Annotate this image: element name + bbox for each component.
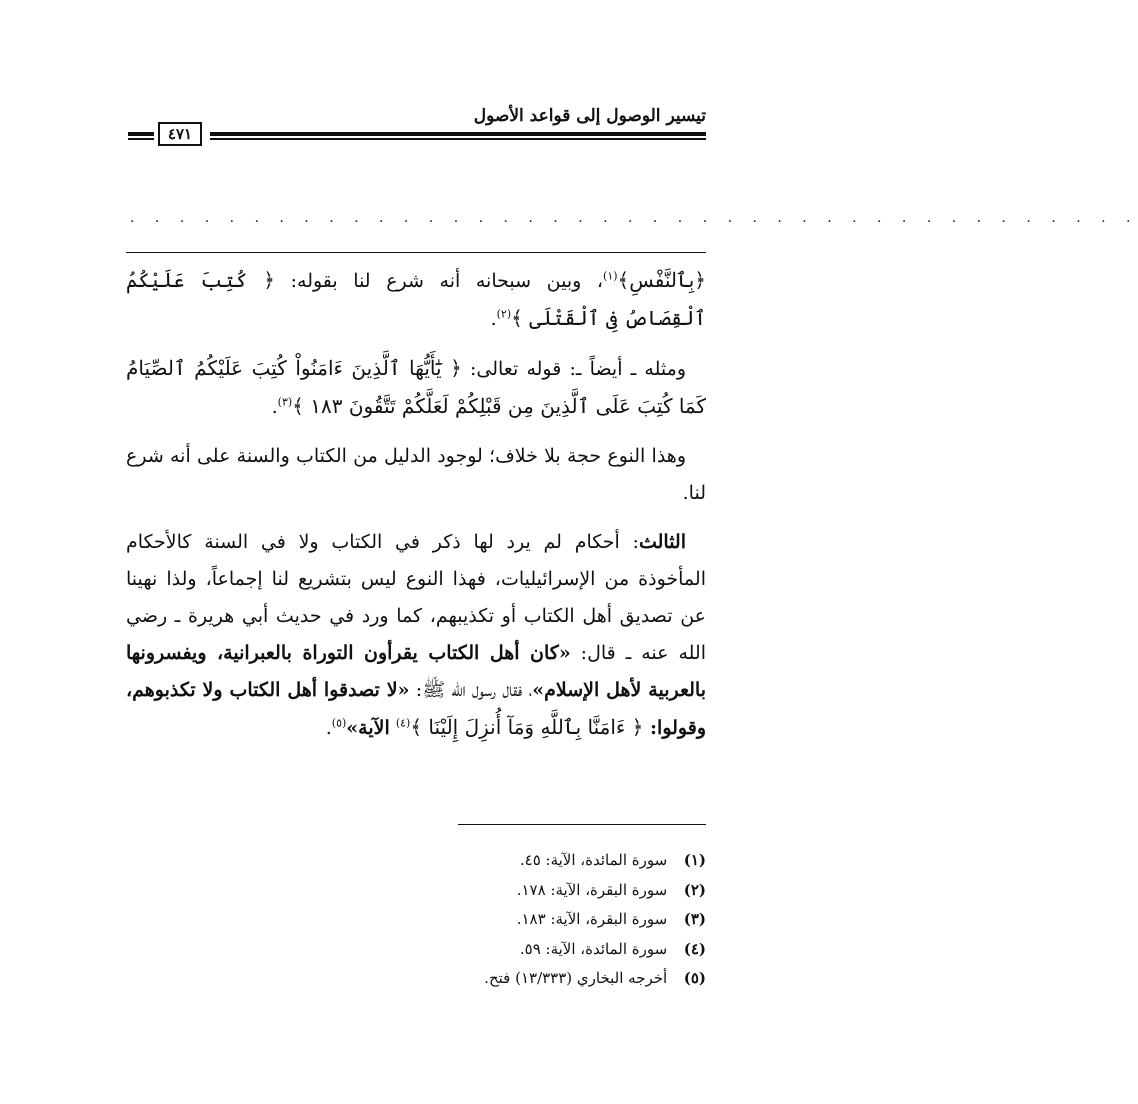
footnote-text: سورة المائدة، الآية: ٥٩. xyxy=(519,939,668,958)
footnote-ref: (١) xyxy=(603,269,618,283)
footnote-ref: (٣) xyxy=(277,395,293,409)
text-run: . xyxy=(490,308,497,330)
text-run: : أحكام لم يرد لها ذكر في الكتاب ولا في السنة كالأحكام المأخوذة من الإسرائيليات، فهذا النوع ليس بتشريع لنا إجماعاً، ولذا نهينا عن تصديق أهل الكتاب أو تكذيبهم، كما ورد في حديث أبي هريرة ـ رضي الله عنه ـ قال: xyxy=(126,531,706,664)
footnote-separator xyxy=(458,824,706,825)
running-title: تيسير الوصول إلى قواعد الأصول xyxy=(473,106,706,126)
footnote-item xyxy=(400,905,706,935)
footnote-item xyxy=(400,964,706,994)
footnote-text: سورة البقرة، الآية: ١٧٨. xyxy=(516,880,668,899)
text-run: . xyxy=(325,717,332,739)
header-rule xyxy=(210,132,706,136)
page-header xyxy=(128,100,706,150)
footnote-item xyxy=(400,876,706,906)
header-left-rule-thin xyxy=(128,138,154,140)
footnote-number: (٢) xyxy=(683,880,706,899)
quran-quote: ﴿ ءَامَنَّا بِٱللَّهِ وَمَآ أُنزِلَ إِلَيْنَا ﴾ xyxy=(410,715,644,739)
page-number: ٤٧١ xyxy=(158,122,202,146)
footnote-ref: (٢) xyxy=(496,307,512,321)
footnote-number: (٤) xyxy=(683,939,706,958)
footnote-text: سورة البقرة، الآية: ١٨٣. xyxy=(516,910,668,928)
quran-quote: ﴿بِٱلنَّفْسِ﴾ xyxy=(617,268,707,292)
text-run: ومثله ـ أيضاً ـ: قوله تعالى: xyxy=(461,358,686,380)
footnote-number: (١) xyxy=(683,851,706,869)
header-rule-thin xyxy=(210,138,706,140)
footnote-ref: (٥) xyxy=(331,716,347,730)
paragraph-2 xyxy=(126,350,706,426)
text-run: . xyxy=(271,396,278,418)
text-run: ، فقال رسول الله ﷺ: xyxy=(409,679,533,701)
continuation-dots: . . . . . . . . . . . . . . . . . . . . . . . . . . . . . . . . . . . . . . . . . xyxy=(130,210,1138,226)
hadith-quote: الآية» xyxy=(346,717,390,739)
footnote-item xyxy=(400,846,706,876)
footnote-ref: (٤) xyxy=(395,716,411,730)
hadith-quote: «لا تصدقوا أهل الكتاب ولا تكذبوهم، وقولوا: xyxy=(126,679,706,739)
section-label: الثالث xyxy=(638,531,686,553)
main-text xyxy=(126,262,706,759)
paragraph-4 xyxy=(126,524,706,747)
quran-quote: ﴿ كُتِبَ عَلَيْكُمُ ٱلْقِصَاصُ فِى ٱلْقَتْلَى ﴾ xyxy=(126,268,706,330)
paragraph-1 xyxy=(126,262,706,338)
paragraph-3: وهذا النوع حجة بلا خلاف؛ لوجود الدليل من الكتاب والسنة على أنه شرع لنا. xyxy=(126,445,706,504)
footnote-number: (٥) xyxy=(683,969,706,987)
footnote-item xyxy=(400,935,706,965)
quran-quote: ﴿ يَٰٓأَيُّهَا ٱلَّذِينَ ءَامَنُواْ كُتِبَ عَلَيْكُمُ ٱلصِّيَامُ كَمَا كُتِبَ عَلَى ٱلَّذِينَ مِن قَبْلِكُمْ لَعَلَّكُمْ تَتَّقُونَ ١٨٣ ﴾ xyxy=(126,356,706,418)
footnote-number: (٣) xyxy=(683,910,706,928)
footnote-text: أخرجه البخاري (١٣/٣٣٣) فتح. xyxy=(484,969,668,987)
header-left-rule xyxy=(128,132,154,136)
text-run: ، وبين سبحانه أنه شرع لنا بقوله: xyxy=(275,270,604,292)
continuation-rule xyxy=(126,252,706,253)
hadith-quote: «كان أهل الكتاب يقرأون التوراة بالعبرانية، ويفسرونها بالعربية لأهل الإسلام» xyxy=(126,642,706,701)
footnotes xyxy=(400,846,706,994)
footnote-text: سورة المائدة، الآية: ٤٥. xyxy=(519,851,668,869)
